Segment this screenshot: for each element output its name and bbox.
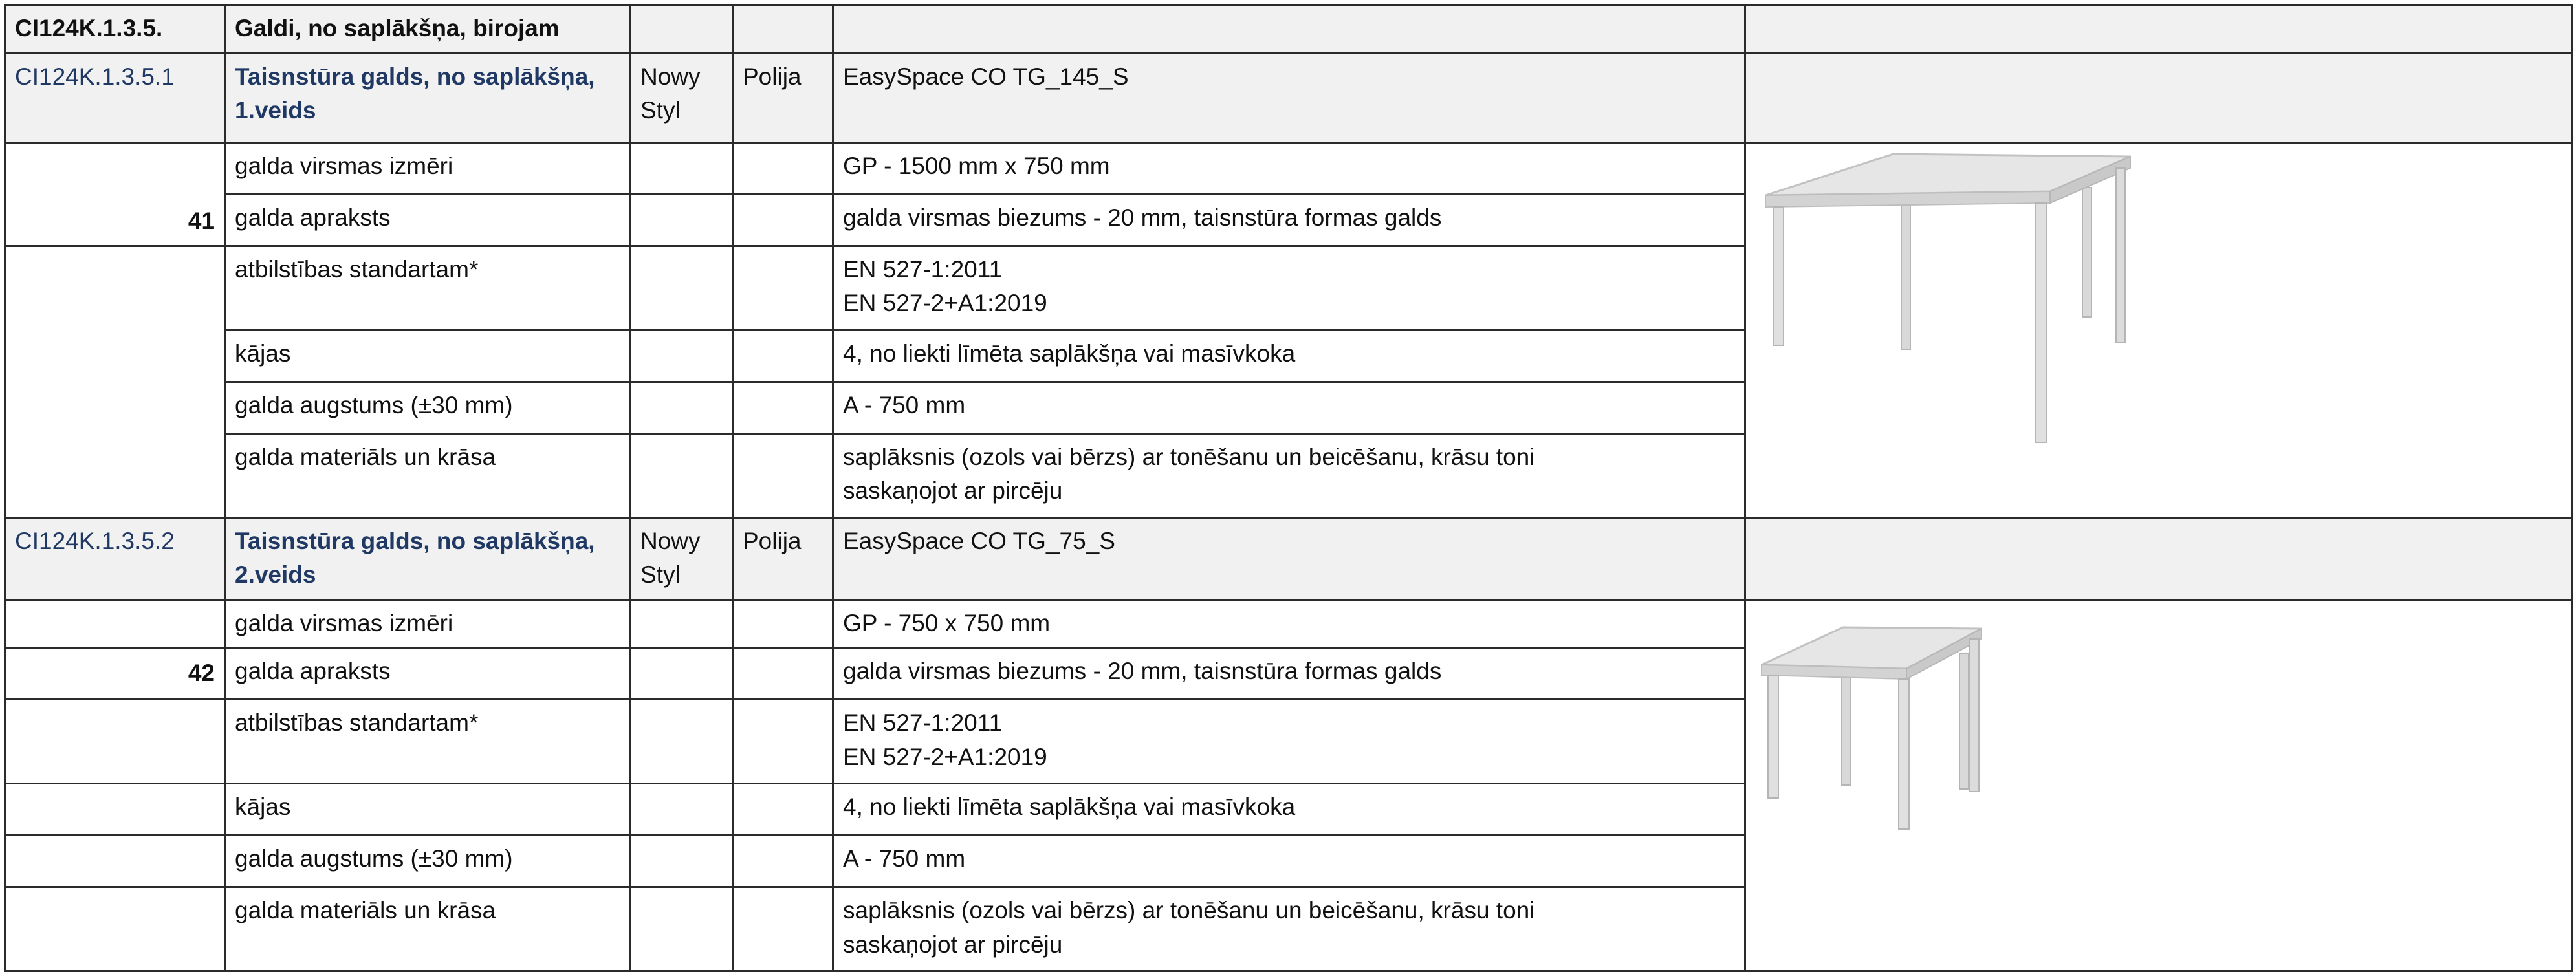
- item-model: EasySpace CO TG_145_S: [833, 53, 1745, 142]
- empty-cell: [631, 142, 733, 194]
- spec-value-line: EN 527-2+A1:2019: [843, 290, 1047, 317]
- spec-value: galda virsmas biezums - 20 mm, taisnstūra formas galds: [833, 648, 1745, 700]
- spec-row: [5, 599, 2572, 648]
- empty-cell: [631, 887, 733, 971]
- item-header-row: [5, 53, 2572, 142]
- empty-cell: [733, 246, 833, 330]
- empty-cell: [1745, 5, 2572, 54]
- spec-label: atbilstības standartam*: [225, 700, 631, 784]
- empty-cell: [631, 784, 733, 836]
- empty-cell: [733, 836, 833, 887]
- spec-label: kājas: [225, 784, 631, 836]
- empty-cell: [833, 5, 1745, 54]
- rectangular-table-illustration: [1746, 149, 2571, 511]
- spec-value-line: saskaņojot ar pircēju: [843, 477, 1063, 504]
- square-table-illustration: [1746, 617, 2571, 953]
- spec-label: galda augstums (±30 mm): [225, 836, 631, 887]
- spec-label: galda materiāls un krāsa: [225, 887, 631, 971]
- item-number: 42: [5, 648, 225, 700]
- empty-cell: [631, 246, 733, 330]
- empty-cell: [631, 433, 733, 517]
- spec-label: galda materiāls un krāsa: [225, 433, 631, 517]
- item-title: Taisnstūra galds, no saplākšņa, 1.veids: [225, 53, 631, 142]
- empty-cell: [631, 599, 733, 648]
- spec-value: GP - 1500 mm x 750 mm: [833, 142, 1745, 194]
- spec-value: GP - 750 x 750 mm: [833, 599, 1745, 648]
- empty-cell: [631, 5, 733, 54]
- item-title: Taisnstūra galds, no saplākšņa, 2.veids: [225, 517, 631, 599]
- empty-cell: [733, 194, 833, 246]
- empty-cell: [1745, 517, 2572, 599]
- empty-cell: [733, 700, 833, 784]
- empty-cell: [733, 648, 833, 700]
- item-number: 41: [5, 142, 225, 246]
- spec-value: [833, 700, 1745, 784]
- empty-cell: [733, 5, 833, 54]
- spec-label: galda apraksts: [225, 648, 631, 700]
- spec-value: [833, 246, 1745, 330]
- item-brand: Nowy Styl: [631, 517, 733, 599]
- empty-cell: [5, 836, 225, 887]
- empty-cell: [631, 382, 733, 433]
- spec-label: galda virsmas izmēri: [225, 142, 631, 194]
- empty-cell: [733, 887, 833, 971]
- empty-cell: [733, 142, 833, 194]
- empty-cell: [5, 246, 225, 517]
- empty-cell: [631, 700, 733, 784]
- spec-value: 4, no liekti līmēta saplākšņa vai masīvkoka: [833, 330, 1745, 382]
- spec-label: kājas: [225, 330, 631, 382]
- empty-cell: [631, 648, 733, 700]
- spec-value-line: EN 527-1:2011: [843, 709, 1003, 737]
- empty-cell: [733, 599, 833, 648]
- spec-value: A - 750 mm: [833, 382, 1745, 433]
- empty-cell: [733, 330, 833, 382]
- spec-label: galda apraksts: [225, 194, 631, 246]
- product-image-cell: [1745, 142, 2572, 517]
- spec-label: galda augstums (±30 mm): [225, 382, 631, 433]
- item-code: CI124K.1.3.5.1: [5, 53, 225, 142]
- spec-value: [833, 887, 1745, 971]
- item-origin: Polija: [733, 53, 833, 142]
- product-image-cell: [1745, 599, 2572, 971]
- empty-cell: [733, 382, 833, 433]
- item-brand: Nowy Styl: [631, 53, 733, 142]
- empty-cell: [733, 784, 833, 836]
- empty-cell: [1745, 53, 2572, 142]
- spec-value-line: saplāksnis (ozols vai bērzs) ar tonēšanu un beicēšanu, krāsu toni: [843, 897, 1535, 924]
- section-title: Galdi, no saplākšņa, birojam: [225, 5, 631, 54]
- section-header-row: [5, 5, 2572, 54]
- empty-cell: [631, 836, 733, 887]
- spec-label: galda virsmas izmēri: [225, 599, 631, 648]
- spec-value-line: saskaņojot ar pircēju: [843, 931, 1063, 958]
- spec-value-line: EN 527-2+A1:2019: [843, 743, 1047, 770]
- item-header-row: [5, 517, 2572, 599]
- empty-cell: [5, 599, 225, 648]
- empty-cell: [733, 433, 833, 517]
- empty-cell: [631, 330, 733, 382]
- item-origin: Polija: [733, 517, 833, 599]
- spec-value: A - 750 mm: [833, 836, 1745, 887]
- spec-value: 4, no liekti līmēta saplākšņa vai masīvkoka: [833, 784, 1745, 836]
- spec-value: galda virsmas biezums - 20 mm, taisnstūra formas galds: [833, 194, 1745, 246]
- spec-value-line: EN 527-1:2011: [843, 255, 1003, 283]
- spec-table: [4, 4, 2573, 972]
- spec-value-line: saplāksnis (ozols vai bērzs) ar tonēšanu un beicēšanu, krāsu toni: [843, 443, 1535, 470]
- item-model: EasySpace CO TG_75_S: [833, 517, 1745, 599]
- empty-cell: [5, 887, 225, 971]
- section-code: CI124K.1.3.5.: [5, 5, 225, 54]
- spec-value: [833, 433, 1745, 517]
- empty-cell: [5, 700, 225, 784]
- empty-cell: [5, 784, 225, 836]
- empty-cell: [631, 194, 733, 246]
- spec-row: [5, 142, 2572, 194]
- spec-label: atbilstības standartam*: [225, 246, 631, 330]
- item-code: CI124K.1.3.5.2: [5, 517, 225, 599]
